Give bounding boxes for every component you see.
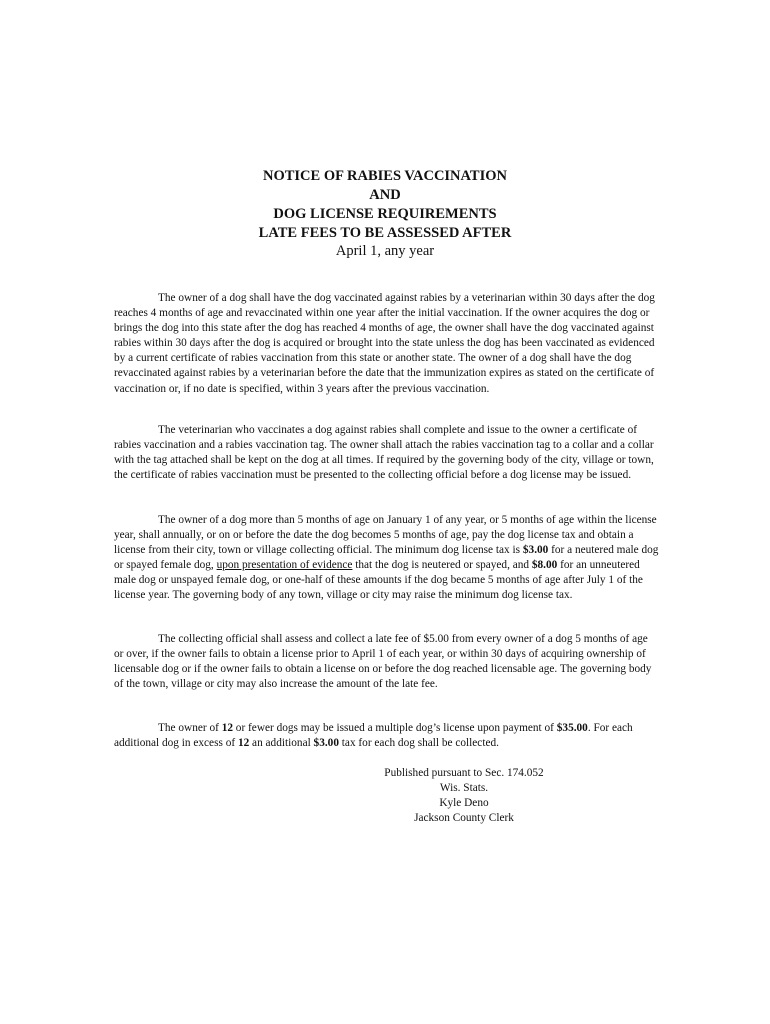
signature-title: Jackson County Clerk (414, 812, 514, 824)
fee-additional-dog: $3.00 (313, 737, 339, 750)
title-late-fees: LATE FEES TO BE ASSESSED AFTER (258, 225, 512, 241)
multiple-license-text-1: The owner of (158, 722, 222, 734)
paragraph-vaccination-text: The owner of a dog shall have the dog vaccinated against rabies by a veterinarian within 30 days after the dog reaches 4 months of age and revaccinated within one year after the initial vaccination. If the owner acquires the dog or brings the dog into this state after the dog has reached 4 months of age, the owner shall have the dog vaccinated against rabies within 30 days after the dog is acquired or brought into the state unless the dog has been vaccinated as evidenced by a current certificate of rabies vaccination from this state or another state. The owner of a dog shall have the dog revaccinated against rabies by a veterinarian before the date that the immunization expires as stated on the certificate of vaccination or, if no date is specified, within 3 years after the previous vaccination. (114, 292, 655, 395)
multiple-license-text-5: tax for each dog shall be collected. (338, 737, 499, 750)
signature-statute: Published pursuant to Sec. 174.052 (384, 767, 544, 779)
license-tax-text-2: for a neutered male dog or spayed female dog, (114, 544, 659, 572)
paragraph-multiple-license (114, 721, 659, 751)
dog-count-excess: 12 (237, 737, 250, 750)
license-tax-text-1: The owner of a dog more than 5 months of age on January 1 of any year, or 5 months of age within the license year, shall annually, or on or before the date the dog becomes 5 months of age, pay the dog license tax and obtain a license from their city, town or village collecting official. The minimum dog license tax is (114, 514, 657, 557)
signature-statute-source: Wis. Stats. (439, 782, 489, 794)
fee-multiple-license: $35.00 (556, 722, 588, 734)
license-tax-text-4: for an unneutered male dog or unspayed female dog, or one-half of these amounts if the dog became 5 months of age after July 1 of the license year. The governing body of any town, village or city may raise the minimum dog license tax. (114, 559, 643, 602)
title-license-requirements: DOG LICENSE REQUIREMENTS (273, 206, 497, 222)
paragraph-veterinarian-text: The veterinarian who vaccinates a dog against rabies shall complete and issue to the owner a certificate of rabies vaccination and a rabies vaccination tag. The owner shall attach the rabies vaccination tag to a collar and a collar with the tag attached shall be kept on the dog at all times. If required by the governing body of the city, village or town, the certificate of rabies vaccination must be presented to the collecting official before a dog license may be issued. (114, 424, 654, 482)
dog-count-limit: 12 (221, 722, 233, 734)
evidence-underlined: upon presentation of evidence (216, 559, 353, 572)
multiple-license-text-4: an additional (249, 737, 314, 750)
paragraph-late-fee-text: The collecting official shall assess and collect a late fee of $5.00 from every owner of a dog 5 months of age or over, if the owner fails to obtain a license prior to April 1 of each year, or within 30 days of acquiring ownership of licensable dog or if the owner fails to obtain a license on or before the dog reached licensable age. The governing body of the town, village or city may also increase the amount of the late fee. (114, 633, 652, 691)
paragraph-license-tax (114, 513, 659, 604)
fee-unneutered: $8.00 (531, 559, 558, 572)
paragraph-veterinarian (114, 423, 659, 483)
fee-neutered: $3.00 (522, 544, 549, 557)
paragraph-vaccination (114, 291, 659, 397)
paragraph-late-fee (114, 632, 659, 692)
title-date: April 1, any year (335, 243, 435, 259)
license-tax-text-3: that the dog is neutered or spayed, and (352, 559, 532, 572)
multiple-license-text-2: or fewer dogs may be issued a multiple dog’s license upon payment of (232, 722, 557, 734)
title-conjunction: AND (369, 187, 401, 203)
signature-name: Kyle Deno (439, 797, 489, 809)
multiple-license-text-3: . For each additional dog in excess of (114, 722, 633, 750)
notice-title: NOTICE OF RABIES VACCINATION (262, 168, 507, 184)
